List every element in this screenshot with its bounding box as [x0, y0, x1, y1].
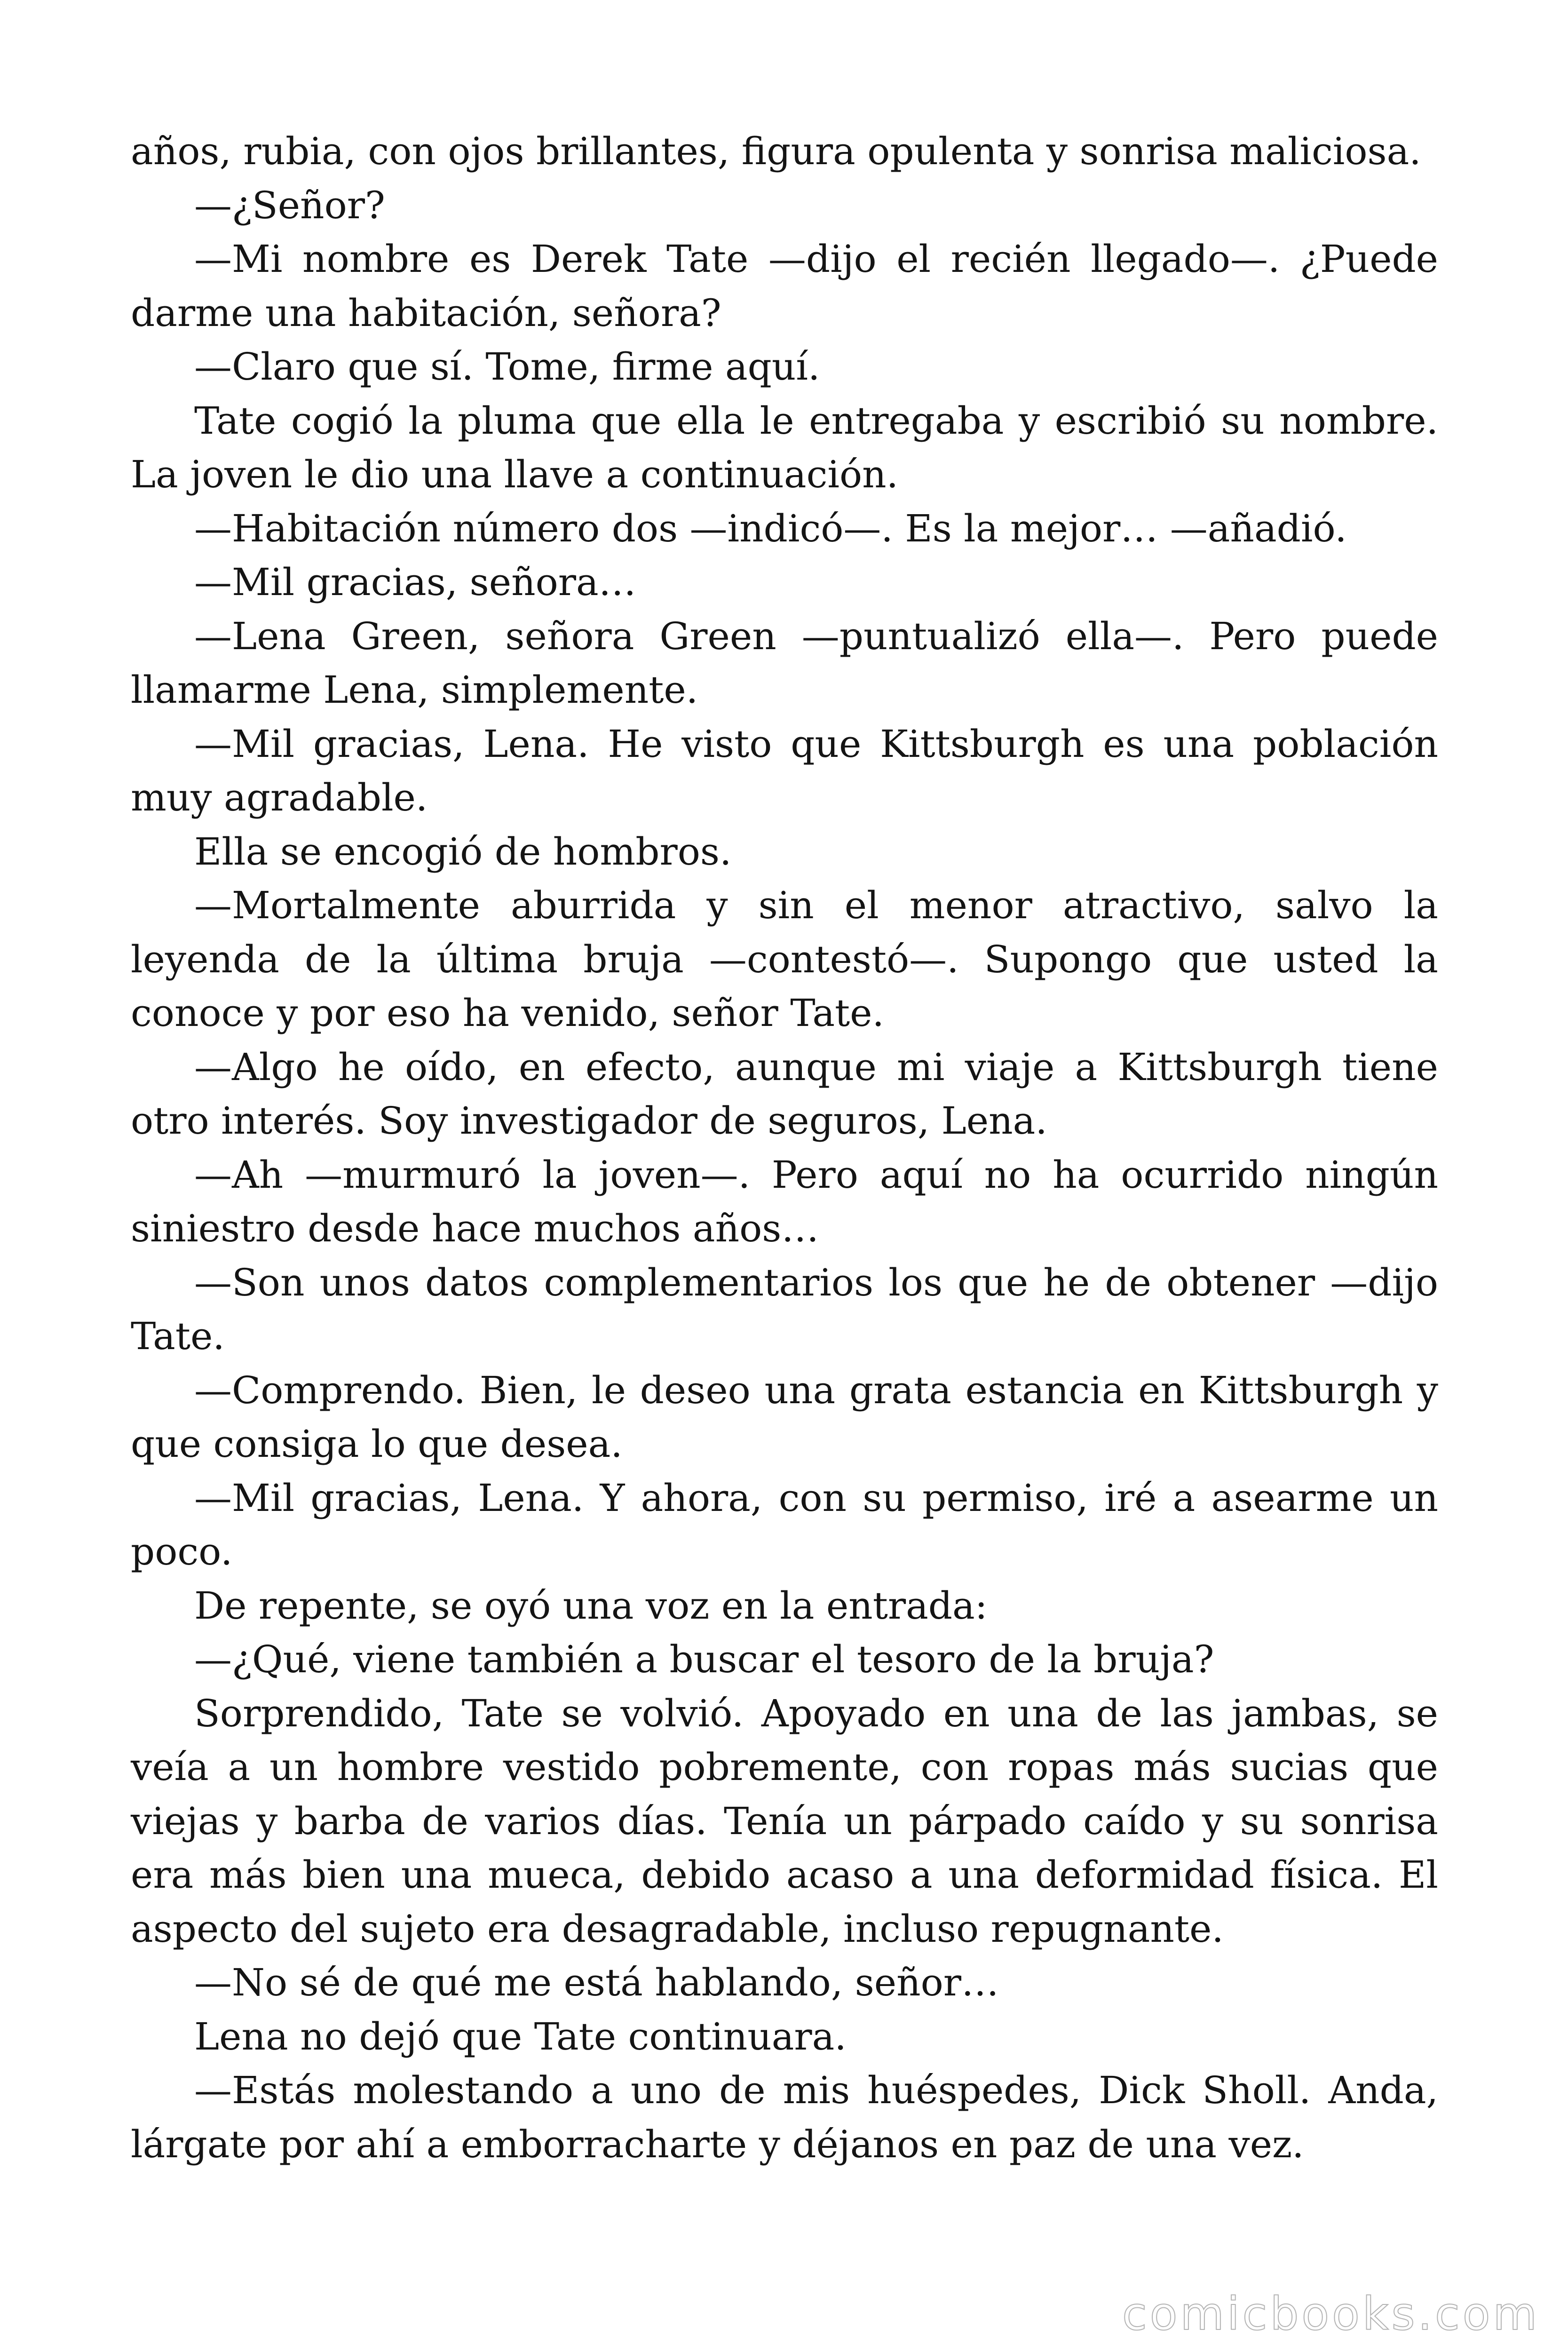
paragraph: Ella se encogió de hombros.	[194, 829, 732, 874]
paragraph: —Mil gracias, Lena. He visto que Kittsburgh es una población muy agradable.	[131, 722, 1438, 819]
book-page-text	[131, 125, 1438, 2171]
paragraph: —Mil gracias, señora…	[194, 560, 636, 604]
paragraph: —¿Qué, viene también a buscar el tesoro de la bruja?	[194, 1637, 1214, 1681]
paragraph: Lena no dejó que Tate continuara.	[194, 2014, 847, 2058]
paragraph: —Mil gracias, Lena. Y ahora, con su permiso, iré a asearme un poco.	[131, 1476, 1438, 1573]
paragraph: —Ah —murmuró la joven—. Pero aquí no ha ocurrido ningún siniestro desde hace muchos años…	[131, 1152, 1438, 1250]
paragraph: —No sé de qué me está hablando, señor…	[194, 1961, 999, 2004]
paragraph: —Lena Green, señora Green —puntualizó ella—. Pero puede llamarme Lena, simplemente.	[131, 614, 1438, 712]
paragraph: Sorprendido, Tate se volvió. Apoyado en una de las jambas, se veía a un hombre vestido pobremente, con ropas más sucias que viejas y barba de varios días. Tenía un párpado caído y su sonrisa era más bien una mueca, debido acaso a una deformidad física. El aspecto del sujeto era desagradable, incluso repugnante.	[131, 1691, 1438, 1951]
paragraph: —Mortalmente aburrida y sin el menor atractivo, salvo la leyenda de la última bruja —contestó—. Supongo que usted la conoce y por eso ha venido, señor Tate.	[131, 883, 1438, 1035]
paragraph: —Algo he oído, en efecto, aunque mi viaje a Kittsburgh tiene otro interés. Soy investigador de seguros, Lena.	[131, 1045, 1438, 1143]
paragraph: De repente, se oyó una voz en la entrada:	[194, 1583, 988, 1628]
paragraph: —Mi nombre es Derek Tate —dijo el recién llegado—. ¿Puede darme una habitación, señora?	[131, 237, 1438, 335]
paragraph: años, rubia, con ojos brillantes, figura opulenta y sonrisa maliciosa.	[131, 129, 1421, 173]
paragraph: —Comprendo. Bien, le deseo una grata estancia en Kittsburgh y que consiga lo que desea.	[131, 1368, 1438, 1466]
paragraph: —¿Señor?	[194, 183, 385, 227]
paragraph: —Son unos datos complementarios los que he de obtener —dijo Tate.	[131, 1260, 1438, 1358]
paragraph: Tate cogió la pluma que ella le entregaba y escribió su nombre. La joven le dio una llave a continuación.	[131, 398, 1438, 496]
paragraph: —Claro que sí. Tome, firme aquí.	[194, 345, 820, 389]
watermark: comicbooks.com	[1122, 2288, 1540, 2340]
paragraph: —Habitación número dos —indicó—. Es la mejor… —añadió.	[194, 506, 1347, 550]
paragraph: —Estás molestando a uno de mis huéspedes, Dick Sholl. Anda, lárgate por ahí a emborracharte y déjanos en paz de una vez.	[131, 2068, 1438, 2166]
